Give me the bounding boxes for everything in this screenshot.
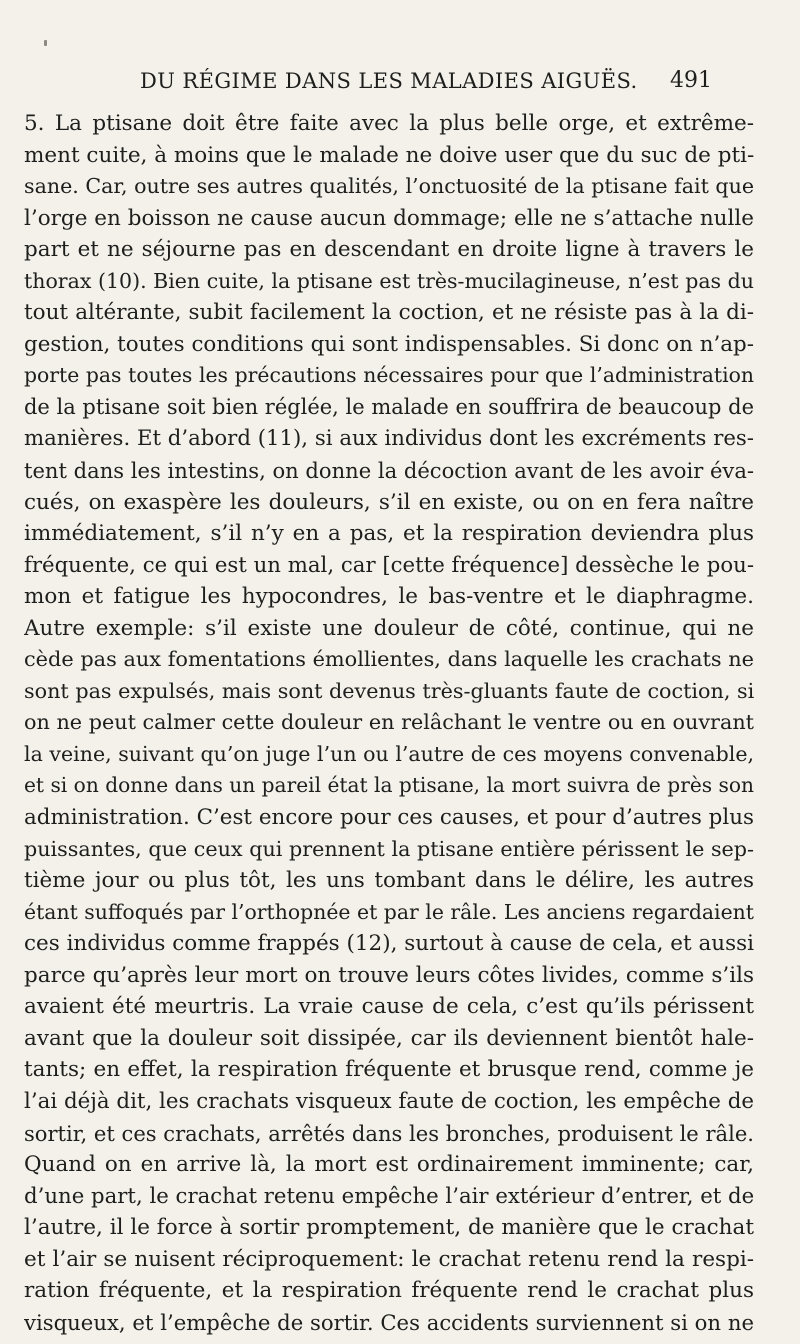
text-line: 5. La ptisane doit être faite avec la plus belle orge, et extrême-	[24, 111, 754, 136]
text-line: Quand on en arrive là, la mort est ordinairement imminente; car,	[24, 1152, 754, 1178]
text-line: puissantes, que ceux qui prennent la ptisane entière périssent le sep-	[24, 836, 754, 861]
text-line: étant suffoqués par l’orthopnée et par le râle. Les anciens regardaient	[24, 899, 754, 924]
text-line: et l’air se nuisent réciproquement: le crachat retenu rend la respi-	[24, 1246, 754, 1272]
text-line: sane. Car, outre ses autres qualités, l’onctuosité de la ptisane fait que	[24, 174, 754, 199]
text-line: ment cuite, à moins que le malade ne doive user que du suc de pti-	[24, 142, 754, 168]
page-header	[140, 64, 712, 98]
text-line: la veine, suivant qu’on juge l’un ou l’autre de ces moyens convenable,	[24, 741, 754, 766]
text-line: ration fréquente, et la respiration fréquente rend le crachat plus	[24, 1278, 754, 1304]
text-line: tout altérante, subit facilement la coction, et ne résiste pas à la di-	[24, 300, 754, 326]
text-line: ces individus comme frappés (12), surtout à cause de cela, et aussi	[24, 931, 754, 957]
text-line: l’autre, il le force à sortir promptement, de manière que le crachat	[24, 1215, 754, 1241]
text-line: Autre exemple: s’il existe une douleur de côté, continue, qui ne	[24, 615, 754, 641]
text-line: tants; en effet, la respiration fréquente et brusque rend, comme je	[24, 1057, 754, 1083]
text-line: porte pas toutes les précautions nécessaires pour que l’administration	[24, 363, 754, 388]
margin-speck	[44, 40, 47, 46]
text-line: fréquente, ce qui est un mal, car [cette fréquence] dessèche le pou-	[24, 552, 754, 578]
text-line: sont pas expulsés, mais sont devenus très-gluants faute de coction, si	[24, 678, 754, 703]
text-line: d’une part, le crachat retenu empêche l’air extérieur d’entrer, et de	[24, 1183, 754, 1209]
text-line: avant que la douleur soit dissipée, car ils deviennent bientôt hale-	[24, 1025, 754, 1051]
text-line: de la ptisane soit bien réglée, le malade en souffrira de beaucoup de	[24, 394, 754, 419]
text-line: manières. Et d’abord (11), si aux individus dont les excréments res-	[24, 426, 754, 452]
text-line: l’ai déjà dit, les crachats visqueux faute de coction, les empêche de	[24, 1088, 754, 1114]
text-line: cués, on exaspère les douleurs, s’il en existe, ou on en fera naître	[24, 489, 754, 515]
text-line: tent dans les intestins, on donne la décoction avant de les avoir éva-	[24, 458, 754, 484]
text-line: parce qu’après leur mort on trouve leurs côtes livides, comme s’ils	[24, 962, 754, 988]
text-line: gestion, toutes conditions qui sont indispensables. Si donc on n’ap-	[24, 331, 754, 357]
text-line: part et ne séjourne pas en descendant en droite ligne à travers le	[24, 237, 754, 263]
text-line: l’orge en boisson ne cause aucun dommage; elle ne s’attache nulle	[24, 205, 754, 231]
text-line: avaient été meurtris. La vraie cause de cela, c’est qu’ils périssent	[24, 994, 754, 1020]
text-line: tième jour ou plus tôt, les uns tombant dans le délire, les autres	[24, 868, 754, 894]
text-line: visqueux, et l’empêche de sortir. Ces accidents surviennent si on ne	[24, 1309, 754, 1335]
text-line: on ne peut calmer cette douleur en relâchant le ventre ou en ouvrant	[24, 710, 754, 735]
text-line: et si on donne dans un pareil état la ptisane, la mort suivra de près son	[24, 773, 754, 798]
text-line: administration. C’est encore pour ces causes, et pour d’autres plus	[24, 805, 754, 831]
text-line: cède pas aux fomentations émollientes, dans laquelle les crachats ne	[24, 647, 754, 672]
text-line: mon et fatigue les hypocondres, le bas-ventre et le diaphragme.	[24, 584, 754, 610]
page-number: 491	[670, 68, 712, 93]
running-head: DU RÉGIME DANS LES MALADIES AIGUËS.	[140, 69, 638, 93]
text-line: thorax (10). Bien cuite, la ptisane est très-mucilagineuse, n’est pas du	[24, 268, 754, 293]
body-text	[24, 108, 754, 1338]
text-line: sortir, et ces crachats, arrêtés dans les bronches, produisent le râle.	[24, 1120, 754, 1146]
text-line: immédiatement, s’il n’y en a pas, et la respiration deviendra plus	[24, 521, 754, 547]
